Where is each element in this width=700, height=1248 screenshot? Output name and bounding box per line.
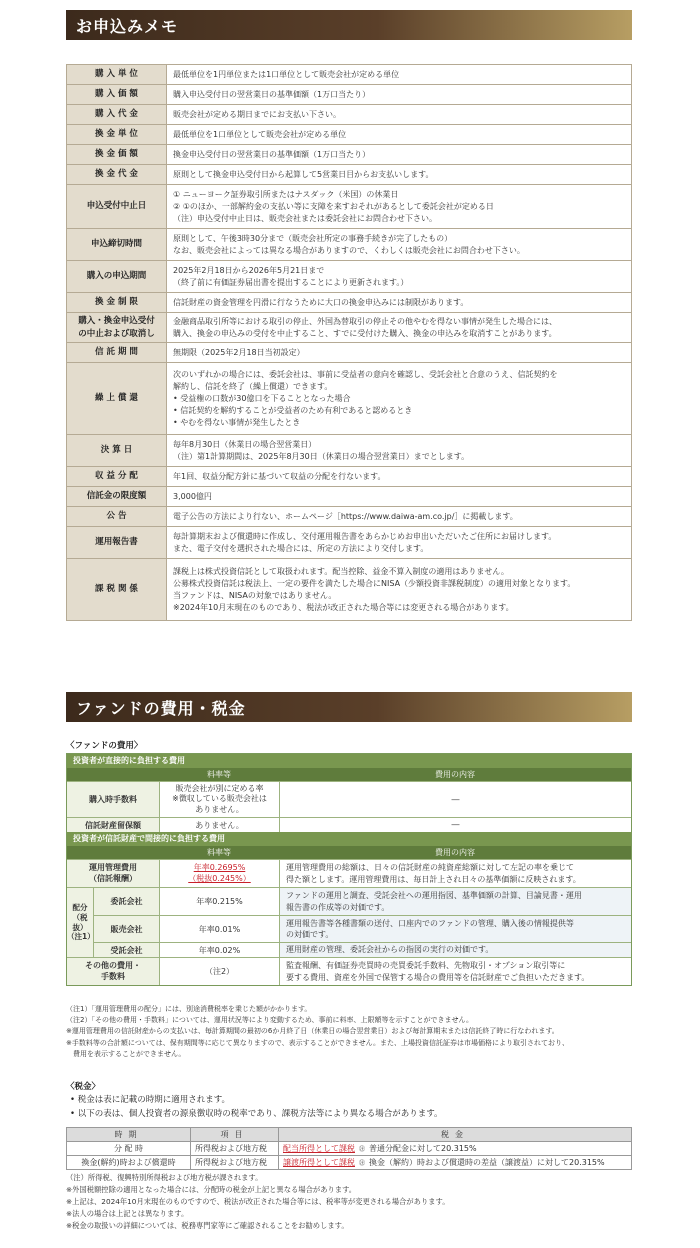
tax-head-period: 時期 xyxy=(67,1128,191,1142)
memo-row xyxy=(67,527,632,559)
memo-row-value: 販売会社が定める期日までにお支払い下さい。 xyxy=(167,105,632,125)
fee-notes xyxy=(66,1004,569,1060)
retain-label: 信託財産留保額 xyxy=(67,818,159,832)
tax-note: ※外国税額控除の適用となった場合には、分配時の税金が上記と異なる場合があります。 xyxy=(66,1185,357,1195)
memo-row-value: 電子公告の方法により行ない、ホームページ［https://www.daiwa-am.co.jp/］に掲載します。 xyxy=(167,507,632,527)
memo-row-value: 最低単位を1口単位として販売会社が定める単位 xyxy=(167,125,632,145)
memo-table xyxy=(66,64,632,621)
col-content: 費用の内容 xyxy=(435,770,475,779)
split-label: 配分 （税抜） （注1） xyxy=(67,903,95,942)
buy-content: ― xyxy=(279,782,631,817)
split-name: 受託会社 xyxy=(93,942,159,957)
tax-detail xyxy=(279,1142,632,1156)
col-rate: 料率等 xyxy=(207,770,231,779)
fee-header xyxy=(67,768,631,781)
tax-table xyxy=(66,1127,632,1170)
mgmt-label: 運用管理費用 （信託報酬） xyxy=(67,860,159,887)
memo-row xyxy=(67,145,632,165)
direct-bar: 投資者が直接的に負担する費用 xyxy=(67,754,631,768)
tax-desc: 換金（解約）時および償還時の差益（譲渡益）に対して20.315% xyxy=(369,1158,605,1167)
memo-row xyxy=(67,435,632,467)
memo-row-value: 購入申込受付日の翌営業日の基準価額（1万口当たり） xyxy=(167,85,632,105)
memo-row-value: 年1回、収益分配方針に基づいて収益の分配を行ないます。 xyxy=(167,467,632,487)
tax-detail xyxy=(279,1156,632,1170)
memo-row-label: 公 告 xyxy=(67,507,167,527)
memo-row-label: 収 益 分 配 xyxy=(67,467,167,487)
memo-row-label: 購入・換金申込受付 の中止および取消し xyxy=(67,313,167,343)
fee-note: ※手数料等の合計額については、保有期間等に応じて異なりますので、表示することができません。また、上場投資信託証券は市場価格により取引されており、 xyxy=(66,1038,570,1047)
memo-row xyxy=(67,105,632,125)
memo-row-value: 毎年8月30日（休業日の場合翌営業日） （注）第1計算期間は、2025年8月30日（休業日の場合翌営業日）までとします。 xyxy=(167,435,632,467)
memo-row-value: ① ニューヨーク証券取引所またはナスダック（米国）の休業日 ② ①のほか、一部解約金の支払い等に支障を来すおそれがあるとして委託会社が定める日 （注）申込受付中止日は、販売会社または委託会社にお問合わせ下さい。 xyxy=(167,185,632,229)
split-rate: 年率0.02% xyxy=(159,943,279,957)
split-row xyxy=(159,915,631,942)
memo-row-value: 信託財産の資金管理を円滑に行なうために大口の換金申込みには制限があります。 xyxy=(167,293,632,313)
fee-table xyxy=(66,753,632,986)
mgmt-rate-gross: 年率0.2695% xyxy=(193,863,246,873)
memo-row-label: 換 金 価 額 xyxy=(67,145,167,165)
split-rate: 年率0.01% xyxy=(159,916,279,942)
tax-period: 換金(解約)時および償還時 xyxy=(67,1156,191,1170)
memo-row xyxy=(67,293,632,313)
tax-note: ※法人の場合は上記とは異なります。 xyxy=(66,1209,189,1219)
memo-row-value: 最低単位を1円単位または1口単位として販売会社が定める単位 xyxy=(167,65,632,85)
memo-row xyxy=(67,65,632,85)
memo-row xyxy=(67,261,632,293)
retain-rate: ありません。 xyxy=(159,818,279,832)
col-rate-2: 料率等 xyxy=(207,848,231,857)
memo-row-label: 決 算 日 xyxy=(67,435,167,467)
mgmt-row xyxy=(67,859,631,887)
tax-head-tax: 税金 xyxy=(279,1128,632,1142)
split-name: 販売会社 xyxy=(93,915,159,942)
split-label-col xyxy=(67,888,159,957)
tax-item: 所得税および地方税 xyxy=(191,1142,279,1156)
other-row xyxy=(67,957,631,985)
memo-row-value: 金融商品取引所等における取引の停止、外国為替取引の停止その他やむを得ない事情が発生した場合には、 購入、換金の申込みの受付を中止すること、すでに受付けた購入、換金の申込みを取消すことがあります。 xyxy=(167,313,632,343)
memo-row-label: 換 金 単 位 xyxy=(67,125,167,145)
memo-banner xyxy=(66,10,632,40)
tax-note: ※税金の取扱いの詳細については、税務専門家等にご確認されることをお勧めします。 xyxy=(66,1221,349,1231)
fees-banner xyxy=(66,692,632,722)
tax-bullet: • 税金は表に記載の時期に適用されます。 xyxy=(70,1095,231,1105)
buy-label: 購入時手数料 xyxy=(67,782,159,817)
fee-header-2 xyxy=(67,846,631,859)
tax-mark: ㊟ xyxy=(359,1160,366,1167)
mgmt-rate-net: （税抜0.245%） xyxy=(188,873,251,883)
tax-row xyxy=(67,1156,632,1170)
tax-head-item: 項目 xyxy=(191,1128,279,1142)
memo-row-value: 課税上は株式投資信託として取扱われます。配当控除、益金不算入制度の適用はありません。 公募株式投資信託は税法上、一定の要件を満たした場合にNISA（少額投資非課税制度）の適用対象となります。 当ファンドは、NISAの対象ではありません。 ※2024年10月末現在のものであり、税法が改正された場合等には変更される場合があります。 xyxy=(167,559,632,621)
col-content-2: 費用の内容 xyxy=(435,848,475,857)
split-content: 運用報告書等各種書類の送付、口座内でのファンドの管理、購入後の情報提供等 の対価です。 xyxy=(279,916,631,942)
tax-notes xyxy=(66,1172,450,1232)
tax-desc: 普通分配金に対して20.315% xyxy=(369,1144,477,1153)
split-block xyxy=(67,887,631,957)
memo-row xyxy=(67,125,632,145)
tax-period: 分 配 時 xyxy=(67,1142,191,1156)
memo-row xyxy=(67,229,632,261)
split-content: ファンドの運用と調査、受託会社への運用指図、基準価額の計算、目論見書・運用 報告書の作成等の対価です。 xyxy=(279,888,631,915)
split-rate: 年率0.215% xyxy=(159,888,279,915)
split-name: 委託会社 xyxy=(93,888,159,915)
memo-row xyxy=(67,343,632,363)
buy-row xyxy=(67,781,631,817)
tax-row xyxy=(67,1142,632,1156)
memo-row xyxy=(67,559,632,621)
memo-row xyxy=(67,487,632,507)
fee-note: （注1）「運用管理費用の配分」には、別途消費税率を乗じた額がかかります。 xyxy=(66,1005,312,1013)
mgmt-content: 運用管理費用の総額は、日々の信託財産の純資産総額に対して左記の率を乗じて 得た額とします。運用管理費用は、毎日計上され日々の基準価額に反映されます。 xyxy=(279,860,631,887)
tax-note: （注）所得税、復興特別所得税および地方税が課されます。 xyxy=(66,1173,263,1182)
memo-row-value: 3,000億円 xyxy=(167,487,632,507)
other-content: 監査報酬、有価証券売買時の売買委託手数料、先物取引・オプション取引等に 要する費用、資産を外国で保管する場合の費用等を信託財産でご負担いただきます。 xyxy=(279,958,631,985)
buy-rate: 販売会社が別に定める率 ※徴収している販売会社は ありません。 xyxy=(159,782,279,817)
memo-row-value: 毎計算期末および償還時に作成し、交付運用報告書をあらかじめお申出いただいたご住所にお届けします。 また、電子交付を選択された場合には、所定の方法により交付します。 xyxy=(167,527,632,559)
split-row xyxy=(159,888,631,915)
memo-row xyxy=(67,85,632,105)
fee-note: ※運用管理費用の信託財産からの支払いは、毎計算期間の最初の6か月終了日（休業日の場合翌営業日）および毎計算期末または信託終了時に行なわれます。 xyxy=(66,1027,559,1036)
mgmt-rate xyxy=(159,860,279,887)
memo-row-value: 2025年2月18日から2026年5月21日まで （終了前に有価証券届出書を提出することにより更新されます。） xyxy=(167,261,632,293)
memo-row xyxy=(67,363,632,435)
fees-title: ファンドの費用・税金 xyxy=(76,699,246,718)
memo-row-label: 換 金 制 限 xyxy=(67,293,167,313)
memo-row-value: 次のいずれかの場合には、委託会社は、事前に受益者の意向を確認し、受託会社と合意のうえ、信託契約を 解約し、信託を終了（繰上償還）できます。 • 受益権の口数が30億口を下ることとなった場合 • 信託契約を解約することが受益者のため有利であると認めるとき • やむを得ない事情が発生したとき xyxy=(167,363,632,435)
tax-kind: 配当所得として課税 xyxy=(283,1144,355,1153)
memo-row xyxy=(67,467,632,487)
memo-title: お申込みメモ xyxy=(76,17,179,36)
memo-row-label: 信託金の限度額 xyxy=(67,487,167,507)
memo-row xyxy=(67,507,632,527)
tax-bullet: • 以下の表は、個人投資者の源泉徴収時の税率であり、課税方法等により異なる場合があります。 xyxy=(70,1108,443,1119)
indirect-bar: 投資者が信託財産で間接的に負担する費用 xyxy=(67,832,631,846)
memo-row-value: 原則として換金申込受付日から起算して5営業日目からお支払いします。 xyxy=(167,165,632,185)
tax-item: 所得税および地方税 xyxy=(191,1156,279,1170)
split-content: 運用財産の管理、委託会社からの指図の実行の対価です。 xyxy=(279,943,631,957)
tax-note: ※上記は、2024年10月末現在のものですので、税法が改正された場合等には、税率等が変更される場合があります。 xyxy=(66,1197,450,1207)
memo-row xyxy=(67,313,632,343)
memo-row-label: 信 託 期 間 xyxy=(67,343,167,363)
fees-subtitle: 〈ファンドの費用〉 xyxy=(66,741,143,751)
split-row xyxy=(159,942,631,957)
memo-row-value: 原則として、午後3時30分まで（販売会社所定の事務手続きが完了したもの） なお、販売会社によっては異なる場合がありますので、くわしくは販売会社にお問合わせ下さい。 xyxy=(167,229,632,261)
retain-content: ― xyxy=(279,818,631,832)
memo-row xyxy=(67,165,632,185)
memo-row-label: 購 入 単 位 xyxy=(67,65,167,85)
memo-row-value: 無期限（2025年2月18日当初設定） xyxy=(167,343,632,363)
memo-row-label: 購入の申込期間 xyxy=(67,261,167,293)
tax-subtitle: 〈税金〉 xyxy=(66,1082,101,1092)
fee-note: 費用を表示することができません。 xyxy=(66,1049,186,1058)
memo-row-label: 課 税 関 係 xyxy=(67,559,167,621)
memo-row-label: 運用報告書 xyxy=(67,527,167,559)
memo-row-label: 申込受付中止日 xyxy=(67,185,167,229)
retain-row xyxy=(67,817,631,832)
fee-note: （注2）「その他の費用・手数料」については、運用状況等により変動するため、事前に料率、上限額等を示すことができません。 xyxy=(66,1016,473,1025)
memo-row-label: 換 金 代 金 xyxy=(67,165,167,185)
other-label: その他の費用・ 手数料 xyxy=(67,958,159,985)
memo-row-label: 購 入 価 額 xyxy=(67,85,167,105)
tax-mark: ㊟ xyxy=(359,1146,366,1153)
memo-row-label: 繰 上 償 還 xyxy=(67,363,167,435)
other-rate: （注2） xyxy=(159,958,279,985)
tax-bullets xyxy=(70,1094,443,1121)
memo-row-label: 購 入 代 金 xyxy=(67,105,167,125)
memo-row xyxy=(67,185,632,229)
memo-row-label: 申込締切時間 xyxy=(67,229,167,261)
memo-row-value: 換金申込受付日の翌営業日の基準価額（1万口当たり） xyxy=(167,145,632,165)
tax-kind: 譲渡所得として課税 xyxy=(283,1158,355,1167)
